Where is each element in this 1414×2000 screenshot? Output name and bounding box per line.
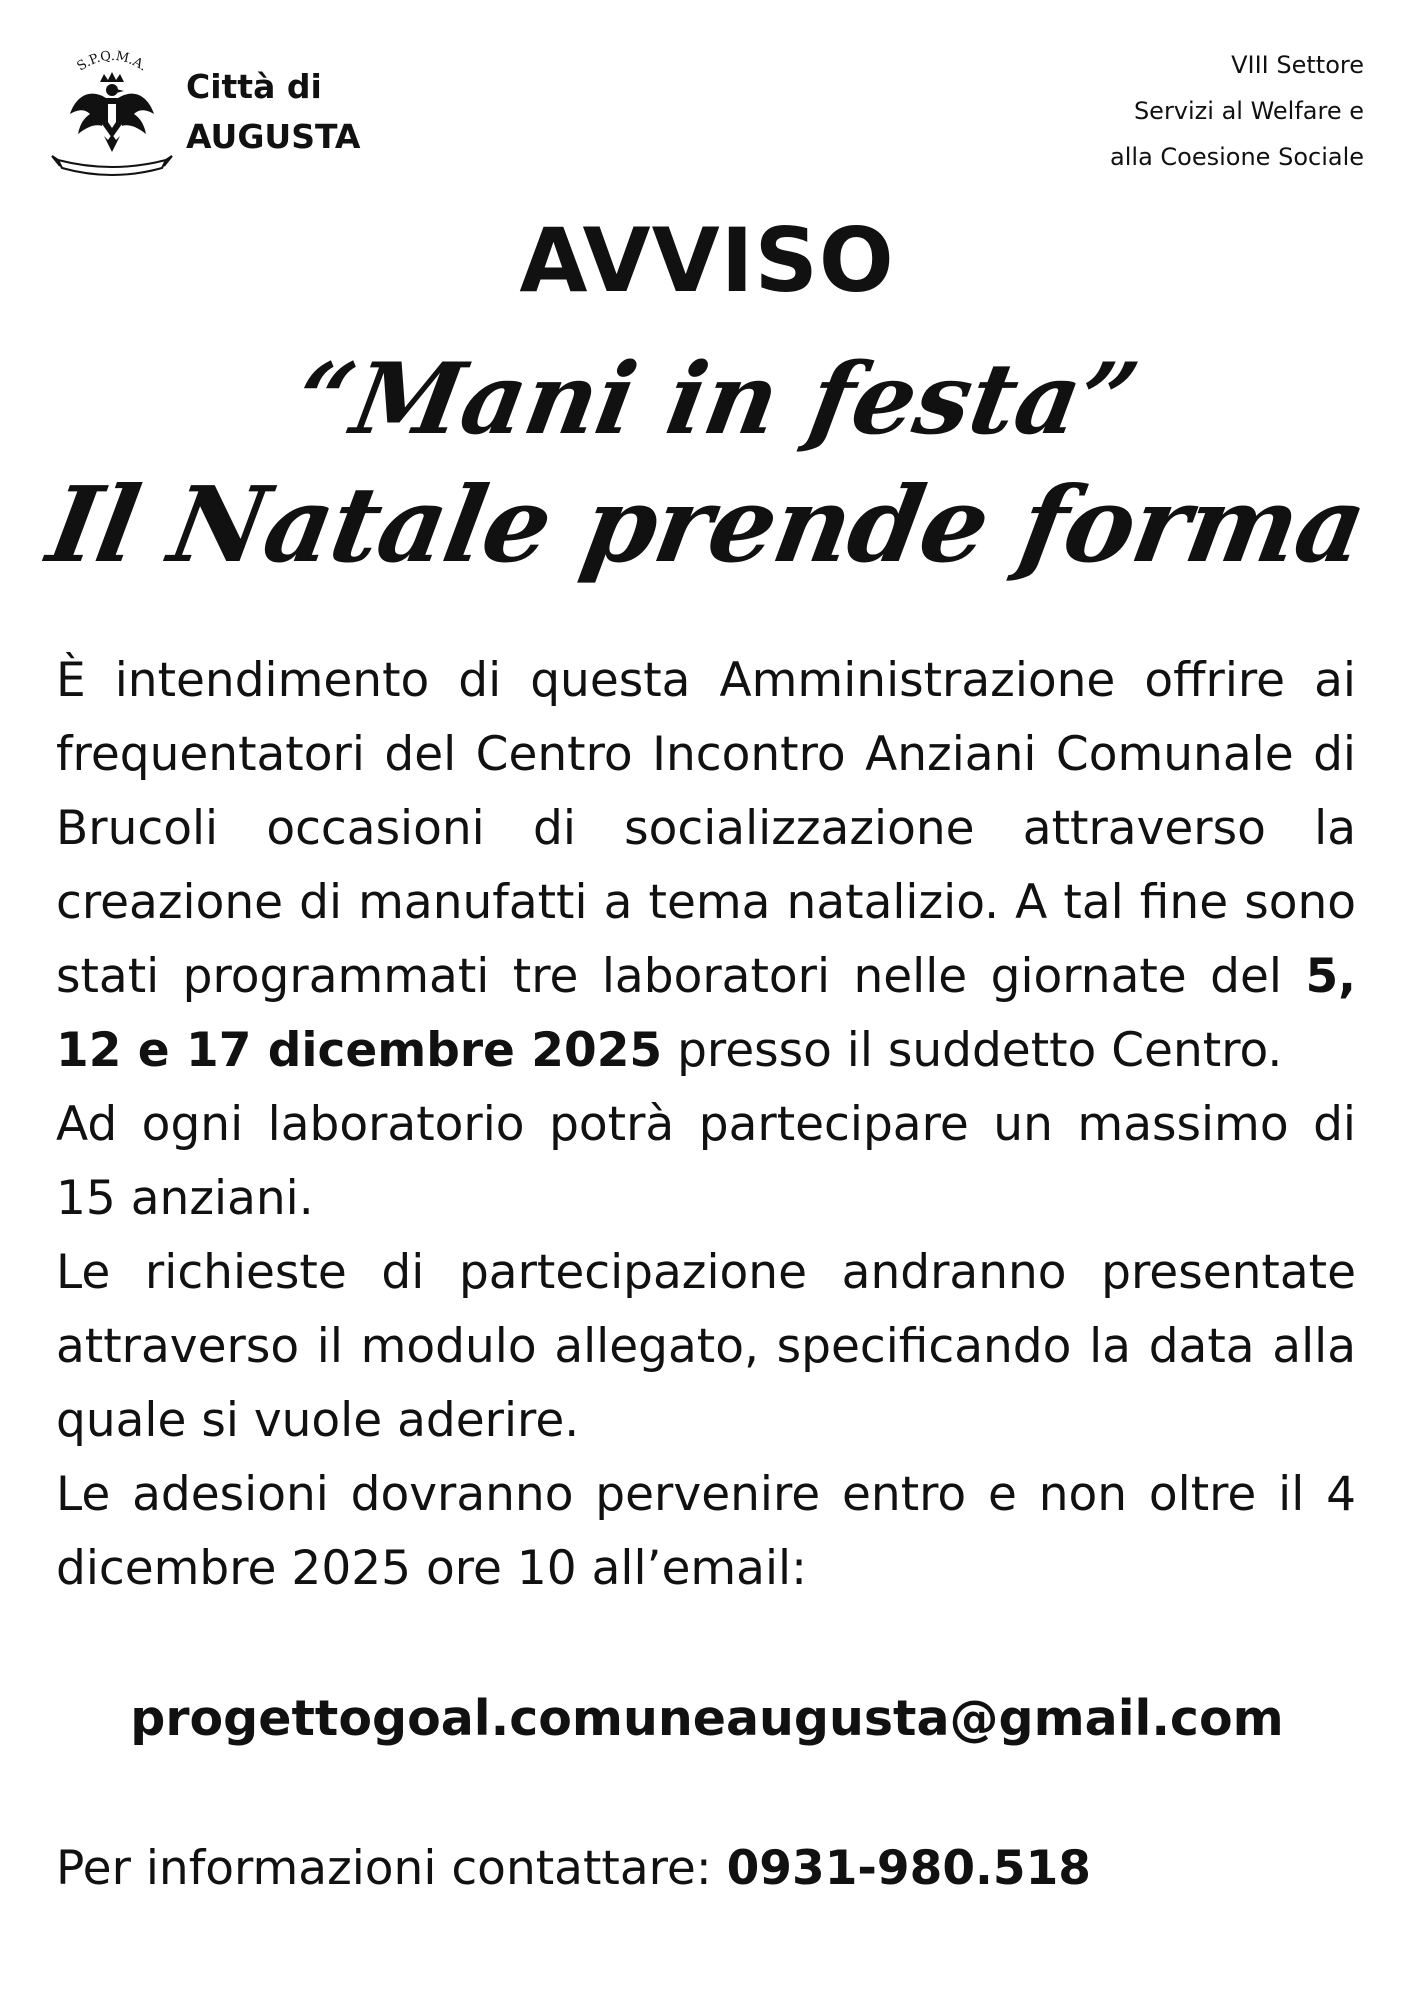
notice-title: AVVISO	[519, 209, 895, 312]
sector-line-1: VIII Settore	[1231, 51, 1364, 79]
sector-office	[1110, 42, 1364, 180]
paragraph-capacity: Ad ogni laboratorio potrà partecipare un massimo di 15 anziani.	[56, 1097, 1356, 1226]
paragraph-deadline: Le adesioni dovranno pervenire entro e non oltre il 4 dicembre 2025 ore 10 all’email:	[56, 1467, 1356, 1596]
intro-text-end: presso il suddetto Centro.	[662, 1023, 1283, 1078]
sector-line-3: alla Coesione Sociale	[1110, 143, 1364, 171]
event-subtitle: Il Natale prende forma	[39, 463, 1375, 586]
city-name	[186, 62, 360, 162]
crest-motto: S.P.Q.M.A.	[74, 48, 150, 75]
paragraph-intro	[56, 644, 1356, 1088]
notice-body	[56, 644, 1356, 1606]
contact-info	[56, 1834, 1091, 1904]
event-title: “Mani in festa”	[287, 342, 1147, 457]
city-line-1: Città di	[186, 67, 322, 106]
contact-label: Per informazioni contattare:	[56, 1841, 727, 1896]
city-crest-eagle-icon	[50, 48, 174, 178]
contact-email: progettogoal.comuneaugusta@gmail.com	[130, 1690, 1284, 1747]
sector-line-2: Servizi al Welfare e	[1133, 97, 1364, 125]
paragraph-requests: Le richieste di partecipazione andranno presentate attraverso il modulo allegato, specificando la data alla quale si vuole aderire.	[56, 1245, 1356, 1448]
document-header	[0, 0, 1414, 200]
contact-phone: 0931-980.518	[726, 1841, 1091, 1896]
event-dates: 5, 12 e 17 dicembre 2025	[56, 949, 1356, 1078]
intro-text: È intendimento di questa Amministrazione offrire ai frequentatori del Centro Incontro Anziani Comunale di Brucoli occasioni di socializzazione attraverso la creazione di manufatti a tema natalizio. A tal fine sono stati programmati tre laboratori nelle giornate del	[56, 653, 1356, 1004]
svg-text:S.P.Q.M.A.	[75, 49, 150, 75]
city-line-2: AUGUSTA	[186, 117, 361, 156]
